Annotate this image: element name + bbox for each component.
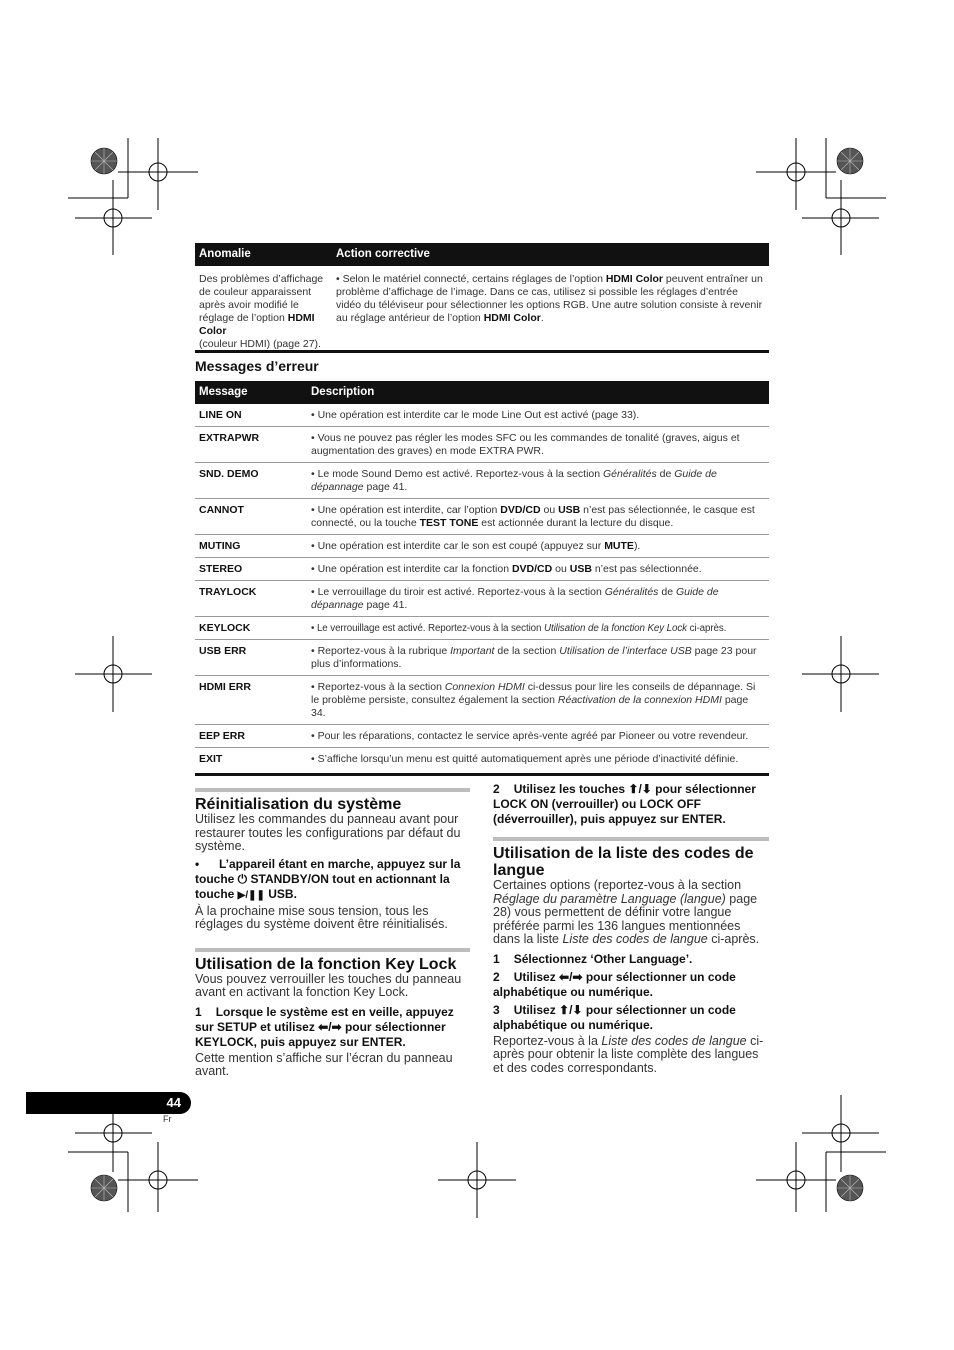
desc-text: de la section (494, 645, 560, 657)
heading-rule (493, 837, 769, 841)
message-code: HDMI ERR (195, 676, 307, 725)
reset-step-text (195, 857, 470, 903)
desc-text: • Pour les réparations, contactez le service après-vente agréé par Pioneer ou votre revendeur. (311, 730, 749, 742)
language-step-1 (493, 952, 769, 967)
table-row (195, 617, 769, 640)
desc-text: n’est pas sélectionnée. (591, 563, 702, 575)
keylock-title: Utilisation de la fonction Key Lock (195, 955, 457, 973)
message-desc (307, 725, 769, 748)
message-code: CANNOT (195, 499, 307, 535)
desc-option: DVD/CD (500, 504, 541, 516)
desc-text: • Reportez-vous à la section (311, 681, 445, 693)
section-divider (195, 350, 769, 353)
message-code: LINE ON (195, 404, 307, 427)
desc-ref: Utilisation de la fonction Key Lock (543, 623, 687, 634)
heading-rule (195, 788, 470, 792)
desc-text: • Une opération est interdite car le mode Line Out est activé (page 33). (311, 409, 640, 421)
problem-text: Des problèmes d’affichage de couleur apparaissent après avoir modifié le réglage de l’option (199, 273, 324, 324)
desc-ref: Important (450, 645, 495, 657)
message-desc (307, 535, 769, 558)
reset-result: À la prochaine mise sous tension, tous les réglages du système doivent être réinitialisés. (195, 903, 448, 931)
message-desc (307, 558, 769, 581)
step-text: Utilisez les touches (513, 782, 629, 796)
action-text: peuvent entraîner un problème d’affichage de l’image. Dans ce cas, utilisez si possible les réglages d’entrée vidéo du téléviseur pour sélectionner les options RGB. Une autre solution consiste à revenir au réglage antérieur de l’option (336, 273, 763, 324)
step-text: USB. (264, 886, 297, 901)
message-code: KEYLOCK (195, 617, 307, 640)
message-code: EXTRAPWR (195, 427, 307, 463)
desc-text: page 23 pour plus d’informations. (311, 645, 757, 670)
message-desc (307, 581, 769, 617)
step-text: L’appareil étant en marche, appuyez sur la touche (195, 856, 461, 886)
desc-text: • Une opération est interdite car le son est coupé (appuyez sur (311, 540, 605, 552)
reset-title: Réinitialisation du système (195, 796, 402, 813)
step-text: Lorsque le système est en veille, appuyez sur SETUP et utilisez (195, 1004, 454, 1034)
message-desc (307, 748, 769, 771)
col-header-description: Description (307, 381, 769, 404)
desc-ref: Généralités (604, 586, 659, 598)
action-option: HDMI Color (483, 312, 541, 324)
message-code: EXIT (199, 753, 223, 765)
problem-ref: (couleur HDMI) (page 27). (199, 338, 321, 350)
desc-text: ci-dessus pour lire les conseils de dépannage. Si le problème persiste, consultez également la section (311, 681, 756, 706)
desc-text: ou (540, 504, 559, 516)
desc-text: • Le verrouillage du tiroir est activé. Reportez-vous à la section (311, 586, 605, 598)
desc-ref: Connexion HDMI (444, 681, 525, 693)
desc-ref: Guide de dépannage (311, 586, 719, 611)
reset-step (195, 857, 470, 903)
page-number: 44 (166, 1095, 181, 1110)
desc-text: • Reportez-vous à la rubrique (311, 645, 451, 657)
col-header-action: Action corrective (332, 243, 769, 266)
language-title: Utilisation de la liste des codes de langue (493, 845, 754, 879)
table-row (195, 640, 769, 676)
message-desc (307, 404, 769, 427)
keylock-step-1-note: Cette mention s’affiche sur l’écran du panneau avant. (195, 1050, 453, 1078)
step-text: Utilisez (513, 969, 560, 984)
error-table (195, 381, 769, 770)
table-row (195, 427, 769, 463)
col-header-message: Message (195, 381, 307, 404)
intro-text: ci-après. (707, 932, 760, 946)
desc-option: USB (558, 504, 581, 516)
message-desc (307, 640, 769, 676)
table-row (195, 266, 769, 355)
table-row (195, 725, 769, 748)
step-number: 2 (493, 969, 500, 984)
desc-text: • Une opération est interdite, car l’option (311, 504, 501, 516)
standby-icon: ⏻ (237, 871, 248, 886)
problem-option: HDMI Color (199, 312, 315, 337)
language-step-2 (493, 970, 769, 1000)
desc-text: est actionnée durant la lecture du disque. (478, 517, 674, 529)
trouble-table (195, 243, 769, 355)
desc-text: page 34. (311, 694, 749, 719)
desc-text: page 41. (363, 599, 408, 611)
message-code: TRAYLOCK (195, 581, 307, 617)
message-desc (307, 427, 769, 463)
desc-option: DVD/CD (511, 563, 553, 575)
note-text: ci-après pour obtenir la liste complète des langues et des codes correspondants. (493, 1033, 764, 1075)
step-text: pour sélectionner un code alphabétique ou numérique. (493, 969, 736, 999)
keylock-intro: Vous pouvez verrouiller les touches du panneau avant en activant la fonction Key Lock. (195, 971, 462, 999)
step-text: pour sélectionner KEYLOCK, puis appuyez sur ENTER. (195, 1019, 446, 1049)
table-row (195, 558, 769, 581)
desc-text: ci-après. (686, 623, 727, 634)
desc-text: • S’affiche lorsqu’un menu est quitté automatiquement après une période d’inactivité définie. (311, 753, 739, 765)
table-row (195, 499, 769, 535)
desc-text: de (658, 586, 676, 598)
desc-text: • Une opération est interdite car la fonction (311, 563, 512, 575)
desc-ref: Guide de dépannage (311, 468, 717, 493)
table-row (195, 535, 769, 558)
desc-text: de (656, 468, 675, 480)
action-option: HDMI Color (605, 273, 664, 285)
message-code: MUTING (195, 535, 307, 558)
section-divider (195, 773, 769, 776)
step-text: pour sélectionner un code alphabétique ou numérique. (493, 1002, 736, 1032)
step-text: Utilisez (513, 1002, 560, 1017)
desc-text: n’est pas sélectionnée, le casque est connecté, ou la touche (311, 504, 755, 529)
step-text: pour sélectionner LOCK ON (verrouiller) ou LOCK OFF (déverrouiller), puis appuyez sur ENTER. (493, 782, 756, 826)
reset-intro: Utilisez les commandes du panneau avant pour restaurer toutes les configurations par défaut du système. (195, 812, 461, 853)
left-column (195, 788, 470, 1079)
step-text: Sélectionnez ‘Other Language’. (513, 951, 693, 966)
intro-ref: Liste des codes de langue (562, 932, 708, 946)
table-row (195, 463, 769, 499)
intro-text: page 28) vous permettent de définir votre langue préférée parmi les 136 langues mentionnées dans la liste (493, 891, 758, 946)
right-column (493, 782, 769, 1075)
table-row (195, 748, 769, 771)
message-desc (307, 676, 769, 725)
keylock-step-1 (195, 1005, 470, 1050)
message-code: USB ERR (195, 640, 307, 676)
message-desc (307, 617, 769, 640)
error-section-title: Messages d’erreur (195, 358, 319, 374)
message-code: SND. DEMO (195, 463, 307, 499)
table-row (195, 404, 769, 427)
language-note (493, 1035, 769, 1076)
note-text: Reportez-vous à la (493, 1033, 602, 1048)
desc-ref: Généralités (603, 468, 657, 480)
desc-option: MUTE (604, 540, 634, 552)
note-ref: Liste des codes de langue (601, 1033, 747, 1048)
up-down-arrows-icon: ⬆/⬇ (628, 782, 652, 796)
col-header-anomalie: Anomalie (195, 243, 332, 266)
desc-text: ou (552, 563, 570, 575)
desc-ref: Réactivation de la connexion HDMI (557, 694, 722, 706)
keylock-step-2 (493, 782, 769, 827)
step-number: 3 (493, 1002, 500, 1017)
page-number-tab (26, 1092, 191, 1114)
intro-ref: Réglage du paramètre Language (langue) (493, 891, 726, 906)
action-text: . (540, 312, 544, 324)
desc-ref: Utilisation de l’interface USB (559, 645, 692, 657)
table-row (195, 581, 769, 617)
left-right-arrows-icon: ⬅/➡ (559, 969, 583, 984)
heading-rule (195, 948, 470, 952)
desc-text: • Le mode Sound Demo est activé. Reportez-vous à la section (311, 468, 603, 480)
table-row (195, 676, 769, 725)
desc-text: • Le verrouillage est activé. Reportez-vous à la section (311, 623, 544, 634)
message-desc (307, 463, 769, 499)
bullet: • (195, 856, 200, 871)
play-pause-icon: ▶/❚❚ (237, 889, 265, 901)
language-step-3 (493, 1003, 769, 1033)
intro-text: Certaines options (reportez-vous à la section (493, 878, 742, 892)
problem-cell (195, 266, 332, 355)
desc-text: ). (633, 540, 641, 552)
up-down-arrows-icon: ⬆/⬇ (559, 1002, 583, 1017)
step-text: STANDBY/ON tout en actionnant la touche (195, 871, 450, 901)
language-code: Fr (163, 1114, 172, 1124)
desc-text: • Vous ne pouvez pas régler les modes SFC ou les commandes de tonalité (graves, aigus et augmentation des graves) en mode EXTRA PWR. (311, 432, 740, 457)
left-right-arrows-icon: ⬅/➡ (318, 1019, 342, 1034)
step-number: 2 (493, 782, 500, 796)
language-intro (493, 879, 769, 947)
desc-option: TEST TONE (419, 517, 479, 529)
message-code: STEREO (195, 558, 307, 581)
action-text: • Selon le matériel connecté, certains réglages de l’option (336, 273, 606, 285)
message-code: EEP ERR (195, 725, 307, 748)
action-cell (332, 266, 769, 355)
desc-text: page 41. (363, 481, 408, 493)
desc-option: USB (569, 563, 592, 575)
message-desc (307, 499, 769, 535)
step-number: 1 (195, 1004, 202, 1019)
step-number: 1 (493, 951, 500, 966)
